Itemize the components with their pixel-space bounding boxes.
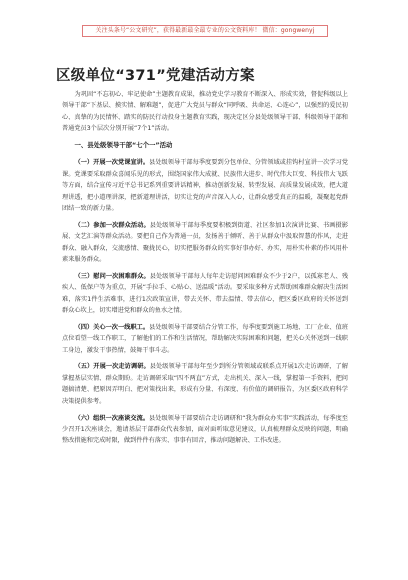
item-text: 县处级领导干部每年至少到所分管领域或联系点开展1次走访调研，了解掌握基层实情、群众期盼。走访调研采取“四不两直”方式，走出机关、深入一线，掌握第一手资料，把问题搞清楚、把原因弄明白、把对策找出来，形成有分量、有深度、有价值的调研报告，为区委区政府科学决策提供参考。 — [62, 363, 349, 405]
item-lead: （一）开展一次党课宣讲。 — [74, 159, 150, 167]
item-paragraph — [62, 413, 348, 447]
header-banner: 关注头条号“公文研究”，获得最新最全最专业的公文资料库！ 微信：gongwenyj — [82, 25, 328, 37]
document-body — [62, 89, 348, 452]
item-text: 县处级领导干部每季度要到分包单位、分管领域或挂钩村宣讲一次学习党课。党课要采取群众喜闻乐见的形式，围绕国家伟大成就、民族伟大进步、时代伟大巨变、科技伟大飞跃等方面，结合宣传习近平总书记系列重要讲话精神，推动创新发展、转型发展、高质量发展成效，把大道理讲透，把小道理讲深，把新道理讲活，切实让党的声音深入人心，让群众感受真正的温暖，凝聚起党群团结一致的新力量。 — [62, 159, 349, 213]
item-lead: （二）参加一次群众活动。 — [74, 221, 150, 229]
item-paragraph — [62, 157, 348, 214]
item-lead: （三）慰问一次困难群众。 — [74, 272, 150, 280]
item-paragraph — [62, 322, 348, 356]
item-text: 县处级领导干部每季度要积极到街道、社区参加1次演讲比赛、书画摄影展、文艺汇演等群众活动。要把自己作为普通一员，发扬善于倾听、善于从群众中汲取智慧的作风，走进群众、融入群众，交流感情、聚拢民心，切实把服务群众的实事好事办好、办实，用朴实朴素的作风用朴素来服务群众。 — [62, 221, 349, 264]
document-title: 区级单位“371”党建活动方案 — [56, 68, 255, 84]
item-paragraph — [62, 271, 348, 317]
item-paragraph — [62, 361, 348, 407]
item-lead: （四）关心一次一线职工。 — [74, 323, 150, 331]
item-text: 县处级领导干部要结合走访调研和“我为群众办实事”实践活动，每季度至少召开1次座谈会，邀请基层干部群众代表参加，面对面听取意见建议，认真梳理群众反映的问题，明确整改措施和完成时限，做到件件有落实、事事有回音，推动问题解决、工作改进。 — [62, 414, 348, 445]
item-text: 县处级领导干部要结合分管工作，每季度要到施工场地、工厂企业、值班点位看望一线工作职工，了解他们的工作和生活情况，帮助解决实际困难和问题，把关心关怀送到一线职工身边，激发干事热情，鼓舞干事斗志。 — [62, 323, 349, 354]
intro-paragraph: 为巩固“不忘初心、牢记使命”主题教育成果，推动党史学习教育不断深入、形成实效，督促科级以上领导干部“下基层、摸实情、解难题”，促进广大党员与群众“同呼吸、共命运、心连心”，以强烈的爱民初心、真挚的为民情怀、踏实的防民行动投身主题教育实践，现决定区分县处级领导干部、科级领导干部和普通党员3个层次分别开展“7个1”活动。 — [62, 91, 348, 133]
item-lead: （六）组织一次座谈交流。 — [74, 414, 150, 422]
item-lead: （五）开展一次走访调研。 — [74, 363, 150, 371]
section-heading: 一、县处级领导干部“七个一”活动 — [74, 141, 173, 150]
item-text: 县处级领导干部每人每年走访慰问困难群众不少于2户，以孤寡老人、残疾人、低保户等为重点，开展“手拉手、心贴心、送温暖”活动。要采取多种方式帮助困难群众解决生活困难，落实1件生活难事，进行1次政策宣讲，带去关怀、带去温情、带去信心，把区委区政府的关怀送到群众心坎上，切实增进党和群众的鱼水之情。 — [62, 272, 349, 315]
item-paragraph — [62, 220, 348, 266]
